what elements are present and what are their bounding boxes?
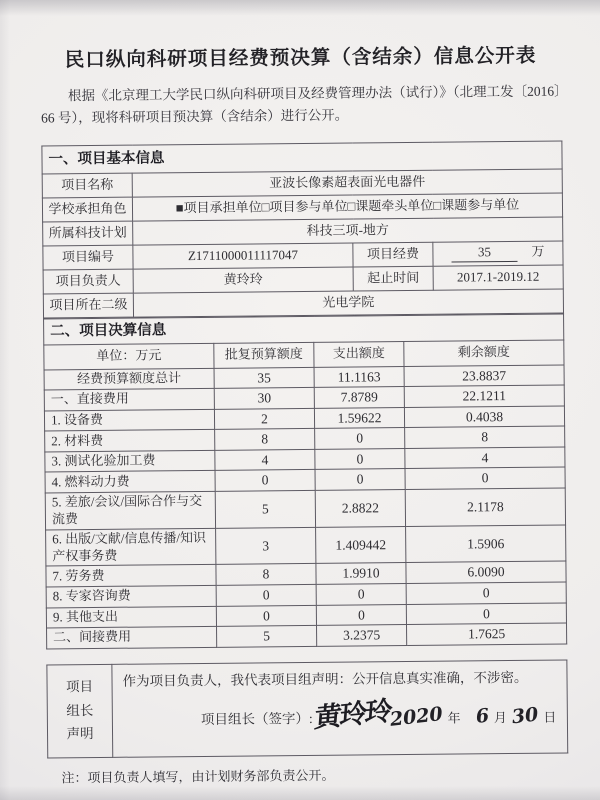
- intro-paragraph: 根据《北京理工大学民口纵向科研项目及经费管理办法（试行）》（北理工发〔2016〕66 号），现将科研项目预决算（含结余）进行公开。: [41, 83, 561, 126]
- row-spent: 7.8789: [314, 387, 404, 408]
- row-spent: 0: [315, 448, 405, 469]
- col-header-approved: 批复预算额度: [214, 342, 314, 368]
- row-item: 二、间接费用: [47, 626, 217, 648]
- date-month-label: 月: [493, 710, 507, 726]
- row-remaining: 8: [405, 426, 565, 448]
- row-remaining: 23.8837: [404, 365, 564, 387]
- row-spent: 0: [315, 469, 405, 490]
- table-row: [46, 525, 566, 567]
- row-remaining: 4: [405, 447, 565, 469]
- row-spent: 2.8822: [315, 489, 405, 527]
- date-day-value: 30: [510, 703, 540, 729]
- row-remaining: 0: [405, 467, 565, 489]
- project-name-value: 亚波长像素超表面光电器件: [132, 169, 562, 197]
- footer-note: 注：项目负责人填写，由计划财务部负责公开。: [61, 767, 335, 785]
- col-header-spent: 支出额度: [314, 341, 404, 367]
- row-spent: 3.2375: [317, 625, 407, 646]
- declaration-label: [47, 664, 113, 758]
- section1-title: 一、项目基本信息: [42, 141, 562, 174]
- fund-amount: 35: [451, 244, 517, 263]
- row-approved: 0: [216, 605, 316, 627]
- school-role-label: 学校承担角色: [42, 197, 132, 222]
- row-spent: 1.59622: [314, 407, 404, 428]
- row-approved: 4: [215, 449, 315, 471]
- handwritten-signature: 黄玲玲: [313, 696, 392, 735]
- date-day-label: 日: [543, 709, 557, 726]
- project-leader-value: 黄玲玲: [133, 267, 353, 293]
- row-item: 3. 测试化验加工费: [45, 450, 215, 472]
- school-role-checkboxes: ■项目承担单位□项目参与单位□课题牵头单位□课题参与单位: [132, 193, 562, 221]
- row-item: 2. 材料费: [45, 430, 215, 452]
- date-group: [390, 704, 563, 730]
- row-item: 6. 出版/文献/信息传播/知识产权事务费: [46, 528, 216, 566]
- project-fund-value: [433, 241, 563, 266]
- signature-row: [123, 696, 559, 735]
- row-spent: 0: [315, 428, 405, 449]
- fund-unit: 万: [531, 243, 545, 260]
- row-item: 4. 燃料动力费: [45, 471, 215, 493]
- table-row: [47, 623, 567, 649]
- row-item: 8. 专家咨询费: [46, 585, 216, 607]
- project-number-label: 项目编号: [43, 245, 133, 270]
- date-year-label: 年: [447, 710, 461, 726]
- row-approved: 2: [214, 408, 314, 430]
- program-label: 所属科技计划: [43, 221, 133, 246]
- row-spent: 11.1163: [314, 366, 404, 387]
- row-approved: 0: [216, 584, 316, 606]
- project-number-value: Z1711000011117047: [133, 243, 353, 269]
- col-header-unit: 单位：万元: [44, 343, 214, 370]
- basic-info-table: [41, 140, 564, 318]
- row-item: 5. 差旅/会议/国际合作与交流费: [45, 491, 215, 529]
- project-name-label: 项目名称: [42, 173, 132, 198]
- paper-content: [40, 0, 567, 786]
- row-item: 1. 设备费: [44, 409, 214, 431]
- row-spent: 1.409442: [316, 526, 406, 564]
- row-approved: 3: [216, 527, 316, 565]
- section2-title: 二、项目决算信息: [44, 314, 564, 345]
- table-row: [47, 660, 568, 758]
- department-label: 项目所在二级: [43, 293, 133, 318]
- row-item: 一、直接费用: [44, 388, 214, 410]
- col-header-remaining: 剩余额度: [404, 340, 564, 367]
- row-item: 经费预算额度总计: [44, 368, 214, 390]
- declaration-label-line: 组长: [66, 702, 94, 719]
- date-month-value: 6: [474, 704, 490, 729]
- document-title: 民口纵向科研项目经费预决算（含结余）信息公开表: [64, 44, 537, 72]
- row-approved: 8: [216, 564, 316, 586]
- row-approved: 8: [215, 429, 315, 451]
- project-fund-label: 项目经费: [353, 242, 433, 267]
- declaration-statement: 作为项目负责人，我代表项目组声明：公开信息真实准确，不涉密。: [122, 669, 528, 689]
- duration-label: 起止时间: [353, 266, 433, 291]
- row-remaining: 22.1211: [404, 385, 564, 407]
- row-approved: 5: [215, 490, 315, 528]
- declaration-box: [46, 659, 568, 758]
- duration-value: 2017.1-2019.12: [433, 265, 563, 290]
- row-remaining: 0: [406, 582, 566, 604]
- row-approved: 35: [214, 367, 314, 389]
- declaration-content: [112, 660, 568, 757]
- row-spent: 0: [316, 583, 406, 604]
- row-approved: 30: [214, 387, 314, 409]
- project-leader-label: 项目负责人: [43, 269, 133, 294]
- row-spent: 1.9910: [316, 563, 406, 584]
- row-remaining: 0: [406, 602, 566, 624]
- row-remaining: 1.5906: [406, 525, 566, 563]
- row-item: 9. 其他支出: [46, 606, 216, 628]
- row-approved: 0: [215, 470, 315, 492]
- sign-label: 项目组长（签字）:: [200, 710, 313, 727]
- program-value: 科技三项-地方: [133, 217, 563, 245]
- department-value: 光电学院: [133, 289, 563, 317]
- row-remaining: 1.7625: [407, 623, 567, 645]
- row-approved: 5: [217, 625, 317, 647]
- declaration-label-line: 项目: [66, 679, 94, 695]
- row-spent: 0: [316, 604, 406, 625]
- row-remaining: 0.4038: [404, 406, 564, 428]
- declaration-label-line: 声明: [66, 726, 94, 742]
- row-item: 7. 劳务费: [46, 565, 216, 587]
- row-remaining: 6.0090: [406, 561, 566, 583]
- row-remaining: 2.1178: [405, 488, 565, 526]
- budget-table: [43, 313, 567, 649]
- table-row: [45, 488, 565, 530]
- date-year-value: 2020: [388, 703, 444, 732]
